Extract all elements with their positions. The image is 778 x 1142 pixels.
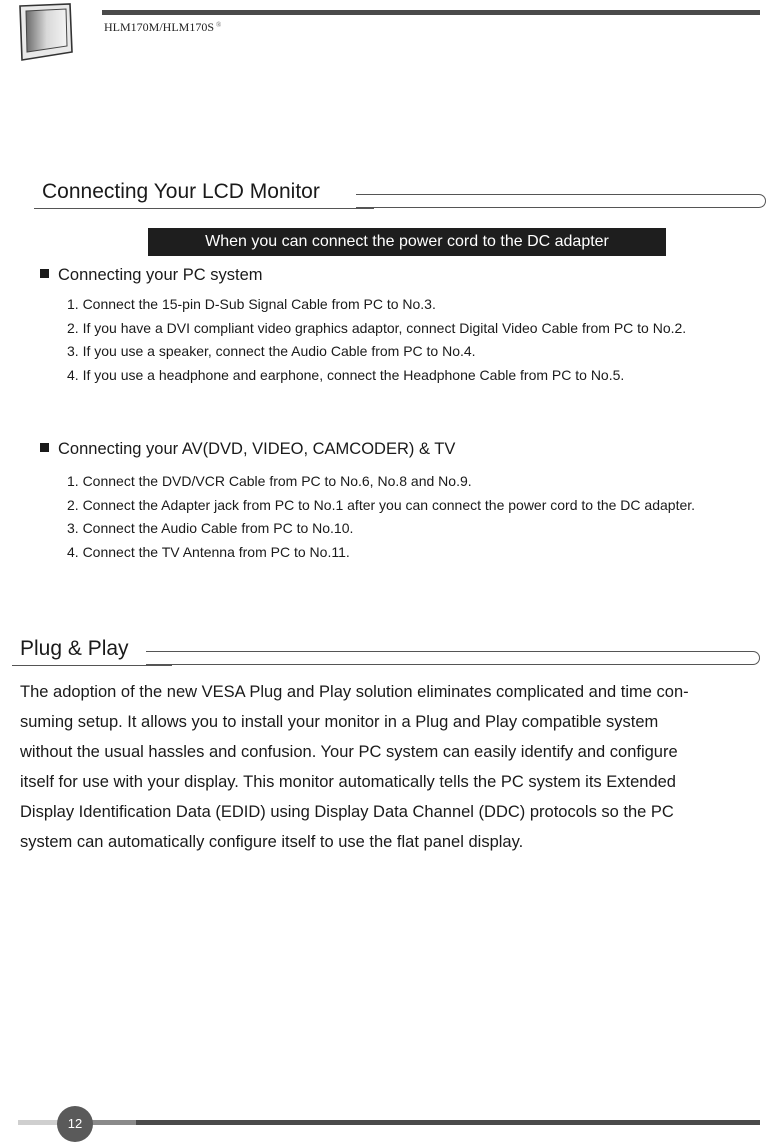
section-underline — [12, 665, 172, 666]
section-rule — [146, 651, 760, 665]
pc-step: 1. Connect the 15-pin D-Sub Signal Cable from PC to No.3. — [67, 296, 436, 312]
page-number-badge: 12 — [57, 1106, 93, 1142]
square-bullet-icon — [40, 269, 49, 278]
av-step: 3. Connect the Audio Cable from PC to No.10. — [67, 520, 354, 536]
section-title-plug-and-play: Plug & Play — [20, 637, 129, 660]
pc-step: 3. If you use a speaker, connect the Audio Cable from PC to No.4. — [67, 343, 476, 359]
registered-mark: ® — [216, 21, 222, 29]
square-bullet-icon — [40, 443, 49, 452]
av-tv-heading-text: Connecting your AV(DVD, VIDEO, CAMCODER) & TV — [58, 440, 456, 458]
section-title-connecting: Connecting Your LCD Monitor — [42, 180, 320, 203]
av-steps-list — [67, 470, 747, 564]
plug-and-play-body — [20, 677, 755, 857]
model-name — [104, 20, 221, 35]
section-rule — [356, 194, 766, 208]
av-tv-heading — [40, 440, 455, 459]
av-step: 2. Connect the Adapter jack from PC to No.1 after you can connect the power cord to the DC adapter. — [67, 496, 696, 513]
pc-system-heading-text: Connecting your PC system — [58, 266, 263, 284]
body-line: system can automatically configure itself to use the flat panel display. — [20, 833, 524, 851]
body-line: The adoption of the new VESA Plug and Play solution eliminates complicated and time con- — [20, 683, 689, 701]
body-line: Display Identification Data (EDID) using Display Data Channel (DDC) protocols so the PC — [20, 803, 674, 821]
pc-steps-list — [67, 293, 747, 387]
pc-step: 4. If you use a headphone and earphone, connect the Headphone Cable from PC to No.5. — [67, 366, 625, 383]
header-rule — [102, 10, 760, 15]
av-step: 4. Connect the TV Antenna from PC to No.11. — [67, 543, 350, 560]
pc-step: 2. If you have a DVI compliant video graphics adaptor, connect Digital Video Cable from PC to No.2. — [67, 319, 687, 336]
section-underline — [34, 208, 374, 209]
body-line: suming setup. It allows you to install your monitor in a Plug and Play compatible system — [20, 713, 659, 731]
av-step: 1. Connect the DVD/VCR Cable from PC to No.6, No.8 and No.9. — [67, 473, 472, 489]
body-line: itself for use with your display. This monitor automatically tells the PC system its Extended — [20, 773, 676, 791]
pc-system-heading — [40, 266, 263, 285]
footer-rule — [136, 1120, 760, 1125]
monitor-icon — [16, 2, 76, 62]
body-line: without the usual hassles and confusion. Your PC system can easily identify and configure — [20, 743, 678, 761]
model-name-text: HLM170M/HLM170S — [104, 20, 215, 34]
power-cord-banner: When you can connect the power cord to the DC adapter — [148, 228, 666, 256]
